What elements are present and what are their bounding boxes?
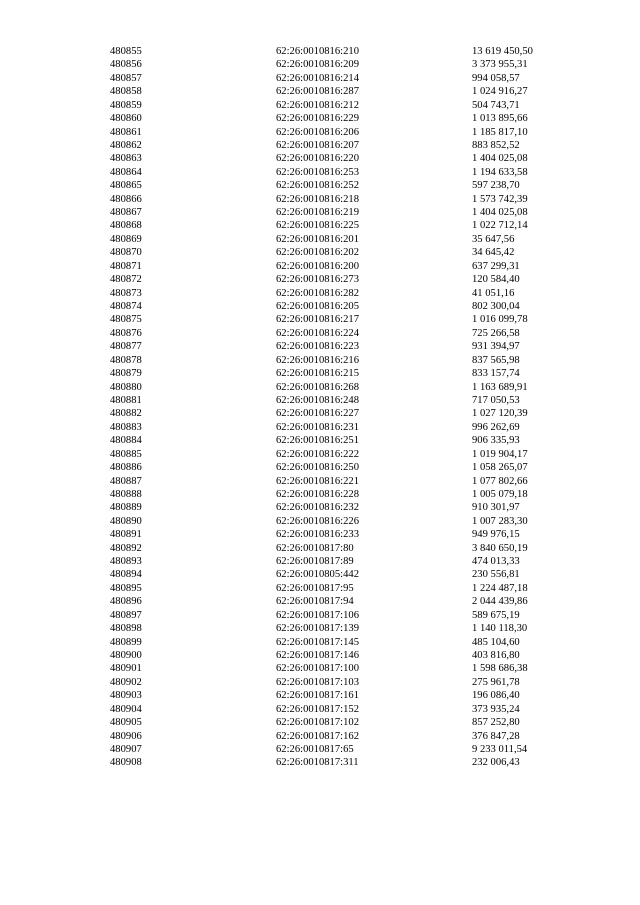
- cadastral-number: 62:26:0010817:139: [276, 623, 359, 635]
- table-row: [0, 528, 640, 541]
- cadastral-number: 62:26:0010817:102: [276, 717, 359, 729]
- row-number: 480904: [110, 703, 142, 715]
- cadastral-number: 62:26:0010816:233: [276, 529, 359, 541]
- row-number: 480875: [110, 314, 142, 326]
- cadastral-value: 474 013,33: [472, 556, 520, 568]
- cadastral-number: 62:26:0010816:215: [276, 368, 359, 380]
- row-number: 480861: [110, 126, 142, 138]
- table-row: [0, 649, 640, 662]
- table-row: [0, 139, 640, 152]
- table-row: [0, 421, 640, 434]
- table-row: [0, 72, 640, 85]
- row-number: 480855: [110, 46, 142, 57]
- table-row: [0, 273, 640, 286]
- cadastral-number: 62:26:0010816:250: [276, 462, 359, 474]
- cadastral-value: 13 619 450,50: [472, 46, 533, 57]
- cadastral-number: 62:26:0010816:205: [276, 301, 359, 313]
- row-number: 480885: [110, 448, 142, 460]
- table-row: [0, 622, 640, 635]
- cadastral-value: 910 301,97: [472, 502, 520, 514]
- cadastral-value: 1 077 802,66: [472, 475, 528, 487]
- cadastral-value: 1 573 742,39: [472, 193, 528, 205]
- cadastral-value: 802 300,04: [472, 301, 520, 313]
- row-number: 480872: [110, 274, 142, 286]
- cadastral-value: 1 024 916,27: [472, 86, 528, 98]
- cadastral-number: 62:26:0010816:228: [276, 488, 359, 500]
- cadastral-value: 1 404 025,08: [472, 153, 528, 165]
- row-number: 480869: [110, 233, 142, 245]
- table-row: [0, 152, 640, 165]
- table-row: [0, 381, 640, 394]
- cadastral-number: 62:26:0010817:80: [276, 542, 354, 554]
- row-number: 480893: [110, 556, 142, 568]
- table-row: [0, 448, 640, 461]
- cadastral-number: 62:26:0010816:212: [276, 99, 359, 111]
- row-number: 480908: [110, 757, 142, 769]
- row-number: 480884: [110, 435, 142, 447]
- table-row: [0, 662, 640, 675]
- cadastral-number: 62:26:0010816:268: [276, 381, 359, 393]
- table-row: [0, 756, 640, 769]
- cadastral-value: 1 005 079,18: [472, 488, 528, 500]
- row-number: 480902: [110, 676, 142, 688]
- row-number: 480892: [110, 542, 142, 554]
- cadastral-value: 120 584,40: [472, 274, 520, 286]
- cadastral-value: 931 394,97: [472, 341, 520, 353]
- row-number: 480879: [110, 368, 142, 380]
- cadastral-value: 857 252,80: [472, 717, 520, 729]
- cadastral-value: 996 262,69: [472, 421, 520, 433]
- table-row: [0, 300, 640, 313]
- row-number: 480890: [110, 515, 142, 527]
- cadastral-value: 837 565,98: [472, 354, 520, 366]
- row-number: 480891: [110, 529, 142, 541]
- cadastral-value: 1 019 904,17: [472, 448, 528, 460]
- cadastral-number: 62:26:0010816:219: [276, 207, 359, 219]
- cadastral-value: 35 647,56: [472, 233, 515, 245]
- row-number: 480862: [110, 139, 142, 151]
- row-number: 480880: [110, 381, 142, 393]
- row-number: 480870: [110, 247, 142, 259]
- cadastral-value: 717 050,53: [472, 394, 520, 406]
- row-number: 480905: [110, 717, 142, 729]
- table-row: [0, 515, 640, 528]
- cadastral-number: 62:26:0010816:227: [276, 408, 359, 420]
- cadastral-number: 62:26:0010816:210: [276, 46, 359, 57]
- cadastral-value: 906 335,93: [472, 435, 520, 447]
- cadastral-value: 1 058 265,07: [472, 462, 528, 474]
- cadastral-value: 994 058,57: [472, 72, 520, 84]
- table-row: [0, 206, 640, 219]
- table-row: [0, 58, 640, 71]
- cadastral-number: 62:26:0010816:231: [276, 421, 359, 433]
- table-row: [0, 193, 640, 206]
- cadastral-number: 62:26:0010816:273: [276, 274, 359, 286]
- row-number: 480857: [110, 72, 142, 84]
- cadastral-number: 62:26:0010816:226: [276, 515, 359, 527]
- row-number: 480898: [110, 623, 142, 635]
- cadastral-number: 62:26:0010817:106: [276, 609, 359, 621]
- cadastral-number: 62:26:0010817:100: [276, 663, 359, 675]
- cadastral-number: 62:26:0010817:311: [276, 757, 359, 769]
- cadastral-value: 1 404 025,08: [472, 207, 528, 219]
- row-number: 480906: [110, 730, 142, 742]
- row-number: 480867: [110, 207, 142, 219]
- row-number: 480900: [110, 649, 142, 661]
- cadastral-number: 62:26:0010816:200: [276, 260, 359, 272]
- row-number: 480887: [110, 475, 142, 487]
- cadastral-number: 62:26:0010816:209: [276, 59, 359, 71]
- cadastral-value: 34 645,42: [472, 247, 515, 259]
- table-row: [0, 434, 640, 447]
- table-row: [0, 260, 640, 273]
- cadastral-number: 62:26:0010816:207: [276, 139, 359, 151]
- cadastral-number: 62:26:0010816:214: [276, 72, 359, 84]
- cadastral-value: 485 104,60: [472, 636, 520, 648]
- table-row: [0, 85, 640, 98]
- cadastral-value: 1 016 099,78: [472, 314, 528, 326]
- table-row: [0, 219, 640, 232]
- table-row: [0, 179, 640, 192]
- table-row: [0, 676, 640, 689]
- row-number: 480897: [110, 609, 142, 621]
- row-number: 480878: [110, 354, 142, 366]
- row-number: 480896: [110, 596, 142, 608]
- cadastral-number: 62:26:0010805:442: [276, 569, 359, 581]
- cadastral-number: 62:26:0010817:94: [276, 596, 354, 608]
- cadastral-number: 62:26:0010816:229: [276, 113, 359, 125]
- cadastral-value: 1 194 633,58: [472, 166, 528, 178]
- cadastral-number: 62:26:0010816:202: [276, 247, 359, 259]
- row-number: 480889: [110, 502, 142, 514]
- row-number: 480865: [110, 180, 142, 192]
- cadastral-value: 373 935,24: [472, 703, 520, 715]
- table-row: [0, 568, 640, 581]
- row-number: 480895: [110, 582, 142, 594]
- cadastral-value: 504 743,71: [472, 99, 520, 111]
- cadastral-number: 62:26:0010816:287: [276, 86, 359, 98]
- cadastral-number: 62:26:0010816:225: [276, 220, 359, 232]
- cadastral-number: 62:26:0010816:248: [276, 394, 359, 406]
- row-number: 480876: [110, 327, 142, 339]
- table-row: [0, 488, 640, 501]
- cadastral-number: 62:26:0010816:222: [276, 448, 359, 460]
- cadastral-value: 1 140 118,30: [472, 623, 528, 635]
- table-row: [0, 582, 640, 595]
- cadastral-number: 62:26:0010817:161: [276, 690, 359, 702]
- table-row: [0, 703, 640, 716]
- row-number: 480886: [110, 462, 142, 474]
- cadastral-value: 376 847,28: [472, 730, 520, 742]
- row-number: 480899: [110, 636, 142, 648]
- cadastral-value: 637 299,31: [472, 260, 520, 272]
- row-number: 480856: [110, 59, 142, 71]
- cadastral-number: 62:26:0010817:146: [276, 649, 359, 661]
- table-row: [0, 743, 640, 756]
- table-row: [0, 313, 640, 326]
- row-number: 480873: [110, 287, 142, 299]
- row-number: 480866: [110, 193, 142, 205]
- cadastral-value: 3 373 955,31: [472, 59, 528, 71]
- cadastral-value: 1 007 283,30: [472, 515, 528, 527]
- cadastral-value: 725 266,58: [472, 327, 520, 339]
- cadastral-value: 949 976,15: [472, 529, 520, 541]
- cadastral-value: 597 238,70: [472, 180, 520, 192]
- table-row: [0, 407, 640, 420]
- row-number: 480907: [110, 743, 142, 755]
- row-number: 480882: [110, 408, 142, 420]
- table-row: [0, 542, 640, 555]
- cadastral-number: 62:26:0010816:206: [276, 126, 359, 138]
- table-row: [0, 555, 640, 568]
- cadastral-number: 62:26:0010816:232: [276, 502, 359, 514]
- row-number: 480863: [110, 153, 142, 165]
- cadastral-number: 62:26:0010817:145: [276, 636, 359, 648]
- table-row: [0, 716, 640, 729]
- row-number: 480860: [110, 113, 142, 125]
- table-row: [0, 636, 640, 649]
- cadastral-value: 275 961,78: [472, 676, 520, 688]
- cadastral-value: 41 051,16: [472, 287, 515, 299]
- row-number: 480903: [110, 690, 142, 702]
- cadastral-number: 62:26:0010816:220: [276, 153, 359, 165]
- row-number: 480859: [110, 99, 142, 111]
- cadastral-value: 883 852,52: [472, 139, 520, 151]
- table-row: [0, 354, 640, 367]
- row-number: 480901: [110, 663, 142, 675]
- cadastral-number: 62:26:0010817:95: [276, 582, 354, 594]
- cadastral-value: 403 816,80: [472, 649, 520, 661]
- cadastral-number: 62:26:0010816:216: [276, 354, 359, 366]
- table-row: [0, 112, 640, 125]
- row-number: 480864: [110, 166, 142, 178]
- cadastral-value: 833 157,74: [472, 368, 520, 380]
- row-number: 480881: [110, 394, 142, 406]
- row-number: 480877: [110, 341, 142, 353]
- row-number: 480883: [110, 421, 142, 433]
- cadastral-value: 230 556,81: [472, 569, 520, 581]
- cadastral-value: 1 598 686,38: [472, 663, 528, 675]
- cadastral-value: 1 013 895,66: [472, 113, 528, 125]
- table-row: [0, 287, 640, 300]
- table-row: [0, 689, 640, 702]
- cadastral-value: 1 163 689,91: [472, 381, 528, 393]
- cadastral-number: 62:26:0010816:223: [276, 341, 359, 353]
- cadastral-number: 62:26:0010816:217: [276, 314, 359, 326]
- cadastral-number: 62:26:0010817:89: [276, 556, 354, 568]
- table-row: [0, 99, 640, 112]
- table-row: [0, 327, 640, 340]
- cadastral-value: 1 185 817,10: [472, 126, 528, 138]
- row-number: 480874: [110, 301, 142, 313]
- cadastral-value: 9 233 011,54: [472, 743, 528, 755]
- cadastral-value: 232 006,43: [472, 757, 520, 769]
- table-row: [0, 501, 640, 514]
- cadastral-value: 196 086,40: [472, 690, 520, 702]
- cadastral-number: 62:26:0010816:282: [276, 287, 359, 299]
- cadastral-value: 1 224 487,18: [472, 582, 528, 594]
- table-row: [0, 475, 640, 488]
- cadastral-number: 62:26:0010817:162: [276, 730, 359, 742]
- table-row: [0, 45, 640, 58]
- cadastral-number: 62:26:0010816:224: [276, 327, 359, 339]
- cadastral-value: 1 022 712,14: [472, 220, 528, 232]
- cadastral-value: 1 027 120,39: [472, 408, 528, 420]
- cadastral-number: 62:26:0010816:221: [276, 475, 359, 487]
- table-row: [0, 246, 640, 259]
- cadastral-number: 62:26:0010816:252: [276, 180, 359, 192]
- table-row: [0, 730, 640, 743]
- table-row: [0, 595, 640, 608]
- table-row: [0, 394, 640, 407]
- row-number: 480868: [110, 220, 142, 232]
- cadastral-number: 62:26:0010816:201: [276, 233, 359, 245]
- cadastral-value: 589 675,19: [472, 609, 520, 621]
- row-number: 480858: [110, 86, 142, 98]
- cadastral-value: 2 044 439,86: [472, 596, 528, 608]
- row-number: 480894: [110, 569, 142, 581]
- cadastral-number: 62:26:0010817:103: [276, 676, 359, 688]
- cadastral-value: 3 840 650,19: [472, 542, 528, 554]
- cadastral-number: 62:26:0010817:152: [276, 703, 359, 715]
- table-row: [0, 461, 640, 474]
- cadastral-value-table: [0, 45, 640, 770]
- cadastral-number: 62:26:0010817:65: [276, 743, 354, 755]
- row-number: 480871: [110, 260, 142, 272]
- row-number: 480888: [110, 488, 142, 500]
- table-row: [0, 126, 640, 139]
- table-row: [0, 233, 640, 246]
- cadastral-number: 62:26:0010816:251: [276, 435, 359, 447]
- cadastral-number: 62:26:0010816:253: [276, 166, 359, 178]
- cadastral-number: 62:26:0010816:218: [276, 193, 359, 205]
- table-row: [0, 609, 640, 622]
- table-row: [0, 367, 640, 380]
- table-row: [0, 340, 640, 353]
- table-row: [0, 166, 640, 179]
